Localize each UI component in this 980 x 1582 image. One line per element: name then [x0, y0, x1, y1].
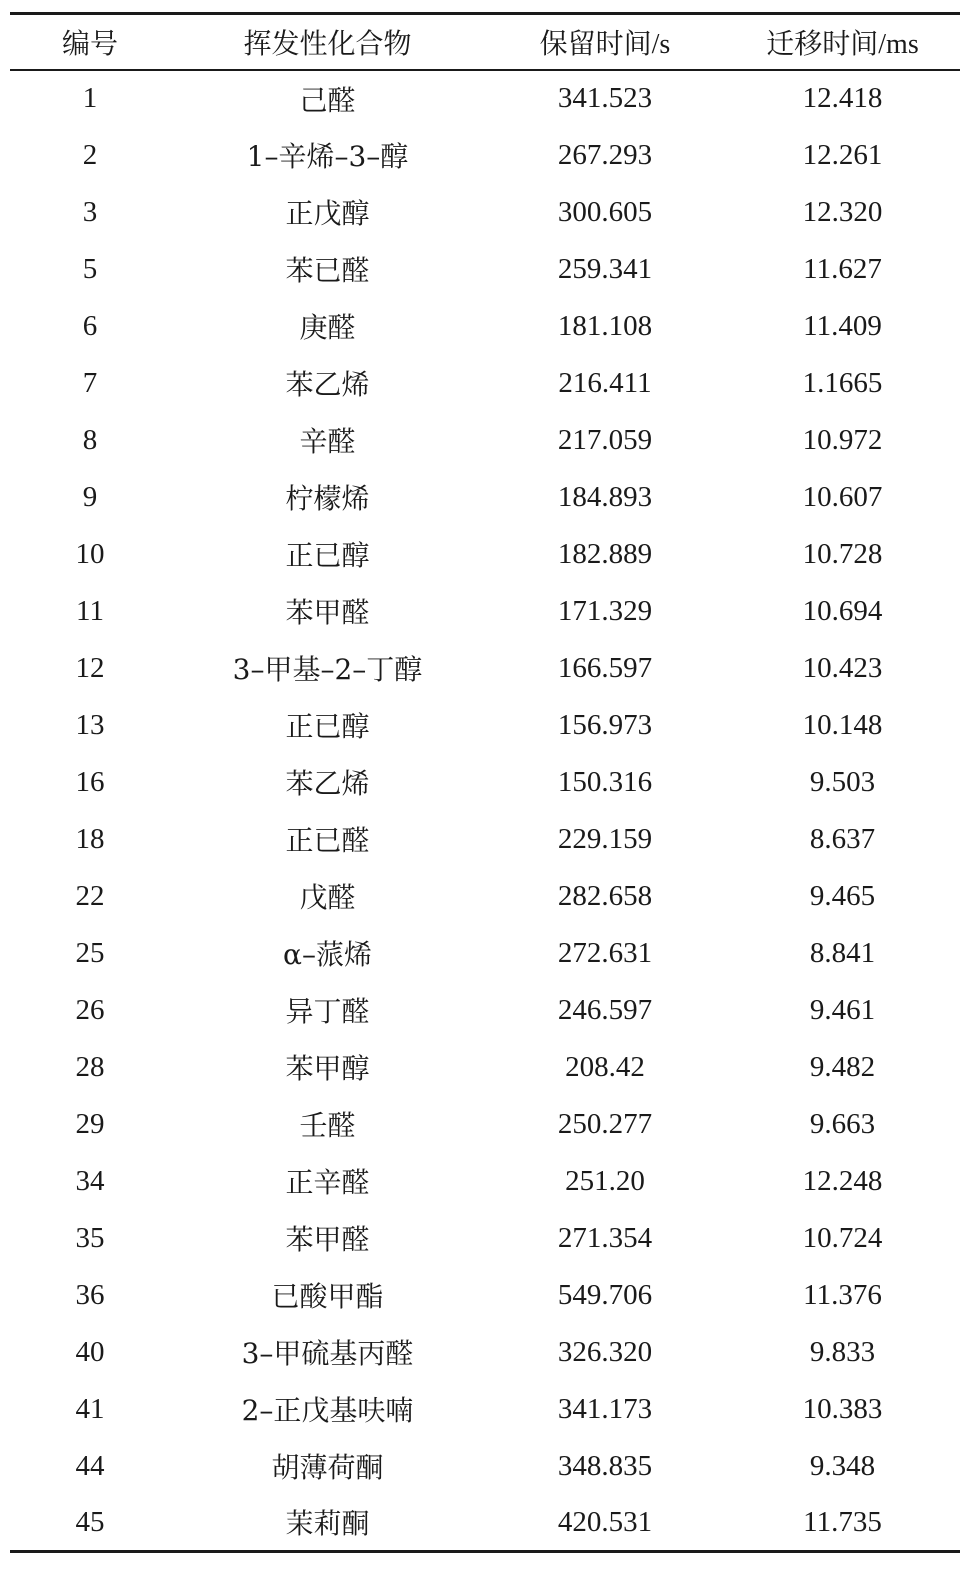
cell-retention-time: 166.597 [557, 651, 653, 684]
cell-drift-time: 11.409 [803, 309, 882, 342]
cell-id: 25 [75, 936, 105, 969]
cell-id: 9 [82, 480, 98, 513]
table-row [10, 298, 960, 355]
cell-compound: 苯乙烯 [285, 767, 370, 800]
cell-retention-time: 251.20 [565, 1164, 645, 1197]
cell-retention-time: 182.889 [557, 537, 653, 570]
table-row [10, 184, 960, 241]
table-body [10, 70, 960, 1552]
cell-compound: 正戊醇 [285, 197, 370, 230]
cell-drift-time: 11.376 [803, 1278, 882, 1311]
header-drift-unit: /ms [878, 28, 919, 60]
cell-compound: 2–正戊基呋喃 [241, 1394, 414, 1427]
cell-id: 45 [10, 1495, 170, 1552]
cell-id: 1 [82, 82, 98, 114]
cell-id: 12 [75, 651, 105, 684]
cell-compound: 苯甲醇 [285, 1052, 370, 1085]
cell-drift-time: 9.465 [809, 879, 876, 912]
cell-id: 26 [75, 993, 105, 1026]
cell-retention-time: 156.973 [557, 708, 653, 741]
cell-drift-time: 11.735 [725, 1495, 960, 1552]
cell-compound: 异丁醛 [285, 995, 370, 1028]
cell-retention-time: 184.893 [557, 480, 653, 513]
cell-drift-time: 10.972 [802, 423, 883, 456]
cell-retention-time: 420.531 [485, 1495, 725, 1552]
table-header [10, 14, 960, 70]
cell-compound: 正已醛 [285, 824, 370, 857]
cell-retention-time: 272.631 [557, 936, 653, 969]
header-drift [725, 14, 960, 70]
cell-id: 34 [75, 1164, 105, 1197]
table-row [10, 754, 960, 811]
cell-drift-time: 10.383 [802, 1392, 883, 1425]
cell-retention-time: 229.159 [557, 822, 653, 855]
cell-id: 7 [82, 366, 98, 399]
cell-drift-time: 10.607 [802, 480, 883, 513]
table-row [10, 1324, 960, 1381]
cell-drift-time: 9.833 [809, 1335, 876, 1368]
table-row [10, 127, 960, 184]
table-row [10, 1495, 960, 1552]
cell-compound: 胡薄荷酮 [271, 1451, 384, 1484]
cell-retention-time: 300.605 [557, 195, 653, 228]
cell-compound: 辛醛 [299, 425, 356, 458]
cell-compound: 1–辛烯–3–醇 [246, 140, 409, 173]
cell-id: 22 [75, 879, 105, 912]
header-drift-label: 迁移时间 [766, 26, 879, 60]
cell-id: 8 [82, 423, 98, 456]
table-row [10, 982, 960, 1039]
cell-retention-time: 259.341 [557, 252, 653, 285]
cell-retention-time: 549.706 [557, 1278, 653, 1311]
table-row [10, 811, 960, 868]
cell-id: 16 [75, 765, 105, 798]
cell-id: 36 [75, 1278, 105, 1311]
cell-retention-time: 217.059 [557, 423, 653, 456]
cell-drift-time: 12.261 [802, 138, 883, 171]
cell-retention-time: 341.523 [557, 82, 653, 114]
table-row [10, 1381, 960, 1438]
table-row [10, 526, 960, 583]
cell-compound: α–蒎烯 [283, 938, 372, 971]
table-row [10, 469, 960, 526]
cell-retention-time: 341.173 [557, 1392, 653, 1425]
cell-retention-time: 171.329 [557, 594, 653, 627]
header-row [10, 14, 960, 70]
cell-retention-time: 181.108 [557, 309, 653, 342]
cell-drift-time: 9.663 [809, 1107, 876, 1140]
cell-id: 40 [75, 1335, 105, 1368]
cell-drift-time: 12.418 [802, 82, 883, 114]
table-row [10, 241, 960, 298]
cell-retention-time: 282.658 [557, 879, 653, 912]
cell-drift-time: 10.724 [802, 1221, 883, 1254]
cell-drift-time: 9.503 [809, 765, 876, 798]
cell-compound: 己醛 [299, 83, 356, 117]
cell-id: 13 [75, 708, 105, 741]
cell-drift-time: 1.1665 [802, 366, 883, 399]
cell-retention-time: 246.597 [557, 993, 653, 1026]
cell-retention-time: 267.293 [557, 138, 653, 171]
cell-compound: 3–甲硫基丙醛 [241, 1337, 414, 1370]
table-row [10, 1267, 960, 1324]
cell-compound: 苯甲醛 [285, 596, 370, 629]
cell-compound: 3–甲基–2–丁醇 [232, 653, 423, 686]
cell-drift-time: 10.148 [802, 708, 883, 741]
cell-drift-time: 11.627 [803, 252, 882, 285]
table-row [10, 868, 960, 925]
table-row [10, 355, 960, 412]
cell-id: 2 [82, 138, 98, 171]
table-row [10, 1210, 960, 1267]
cell-compound: 正已醇 [285, 710, 370, 743]
cell-id: 29 [75, 1107, 105, 1140]
cell-retention-time: 250.277 [557, 1107, 653, 1140]
header-compound: 挥发性化合物 [170, 14, 485, 70]
cell-retention-time: 208.42 [565, 1050, 645, 1083]
header-retention [485, 14, 725, 70]
table-row [10, 1039, 960, 1096]
header-retention-label: 保留时间 [539, 26, 652, 60]
cell-id: 18 [75, 822, 105, 855]
cell-drift-time: 12.248 [802, 1164, 883, 1197]
table-row [10, 640, 960, 697]
cell-id: 11 [76, 594, 104, 627]
cell-drift-time: 9.482 [809, 1050, 876, 1083]
cell-drift-time: 9.348 [809, 1449, 876, 1482]
cell-id: 44 [75, 1449, 105, 1482]
cell-id: 41 [75, 1392, 105, 1425]
cell-compound: 已酸甲酯 [271, 1280, 384, 1313]
cell-id: 5 [82, 252, 98, 285]
cell-drift-time: 10.694 [802, 594, 883, 627]
volatile-compound-table [10, 12, 960, 1553]
cell-retention-time: 348.835 [557, 1449, 653, 1482]
cell-compound: 苯甲醛 [285, 1223, 370, 1256]
cell-retention-time: 326.320 [557, 1335, 653, 1368]
cell-compound: 戊醛 [299, 881, 356, 914]
cell-compound: 正辛醛 [285, 1166, 370, 1199]
table-row [10, 412, 960, 469]
compound-table-container [10, 12, 960, 1553]
cell-compound: 茉莉酮 [170, 1495, 485, 1552]
cell-id: 3 [82, 195, 98, 228]
cell-id: 28 [75, 1050, 105, 1083]
cell-retention-time: 150.316 [557, 765, 653, 798]
cell-id: 10 [75, 537, 105, 570]
cell-drift-time: 10.728 [802, 537, 883, 570]
table-row [10, 1096, 960, 1153]
cell-drift-time: 8.841 [809, 936, 876, 969]
cell-compound: 正已醇 [285, 539, 370, 572]
header-id: 编号 [10, 14, 170, 70]
table-row [10, 583, 960, 640]
table-row [10, 1438, 960, 1495]
cell-compound: 苯乙烯 [285, 368, 370, 401]
cell-id: 35 [75, 1221, 105, 1254]
cell-retention-time: 271.354 [557, 1221, 653, 1254]
table-row [10, 925, 960, 982]
cell-retention-time: 216.411 [558, 366, 652, 399]
cell-drift-time: 9.461 [809, 993, 876, 1026]
table-row [10, 697, 960, 754]
cell-drift-time: 12.320 [802, 195, 883, 228]
cell-id: 6 [82, 309, 98, 342]
table-row [10, 70, 960, 127]
header-retention-unit: /s [651, 28, 671, 60]
cell-compound: 苯已醛 [285, 254, 370, 287]
cell-compound: 柠檬烯 [285, 482, 370, 515]
cell-compound: 壬醛 [299, 1109, 356, 1142]
cell-drift-time: 8.637 [809, 822, 876, 855]
table-row [10, 1153, 960, 1210]
cell-compound: 庚醛 [299, 311, 356, 344]
cell-drift-time: 10.423 [802, 651, 883, 684]
